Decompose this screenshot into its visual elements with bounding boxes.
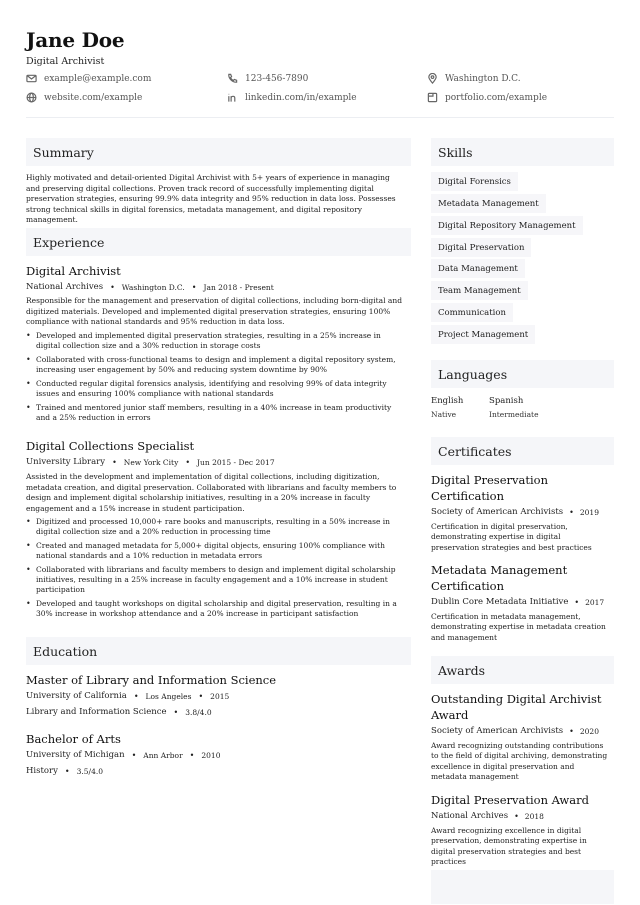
education-heading: Education [26, 637, 411, 665]
education-meta [26, 750, 220, 760]
award-issuer: Society of American Archivists [431, 726, 564, 736]
skill-tag: Communication [431, 303, 513, 322]
award-meta [431, 726, 599, 736]
summary-heading: Summary [26, 138, 411, 166]
empty-section-placeholder [431, 870, 614, 904]
job-dates: Jan 2018 - Present [203, 282, 274, 292]
contact-linkedin[interactable] [227, 92, 357, 104]
certificate-title: Digital Preservation Certification [431, 473, 548, 503]
certificate-year: 2019 [579, 507, 599, 517]
separator-dot: • [198, 691, 204, 701]
contact-phone-text: 123-456-7890 [245, 74, 309, 84]
award-description: Award recognizing outstanding contributions to the field of digital archiving, demonstrating excellence in digital preservation and metadata management [431, 741, 608, 781]
gpa: 3.5/4.0 [76, 766, 104, 776]
skill-tag: Metadata Management [431, 194, 546, 213]
job-company: National Archives [26, 282, 104, 292]
language-level: Intermediate [489, 410, 539, 419]
skill-tag: Project Management [431, 325, 535, 344]
separator-dot: • [185, 457, 191, 467]
job-description: Assisted in the development and implementation of digital collections, including digitization, metadata creation, and digital preservation. Collaborated with librarians and faculty members to design and implement digital scholarship initiatives, resulting in a 20% increase in faculty engagement and a 15% increase in student participation. [26, 472, 397, 513]
field-of-study: History [26, 766, 58, 776]
job-bullets [26, 517, 406, 623]
certificates-heading: Certificates [431, 437, 614, 465]
job-meta [26, 282, 274, 292]
school-name: University of California [26, 691, 127, 701]
contact-website[interactable] [26, 92, 142, 104]
separator-dot: • [574, 597, 580, 607]
email-icon [26, 73, 38, 85]
separator-dot: • [569, 507, 574, 517]
job-dates: Jun 2015 - Dec 2017 [197, 457, 275, 467]
job-bullet: • Collaborated with cross-functional teams to design and implement a digital repository system, increasing user engagement by 50% and reducing system downtime by 90% [26, 355, 406, 376]
separator-dot: • [191, 282, 197, 292]
separator-dot: • [133, 691, 139, 701]
certificate-description: Certification in digital preservation, demonstrating expertise in digital preservation strategies and best practices [431, 522, 592, 552]
separator-dot: • [112, 457, 117, 467]
job-bullet: • Conducted regular digital forensics analysis, identifying and resolving 99% of data integrity issues and ensuring 100% compliance with national standards [26, 379, 406, 400]
separator-dot: • [64, 766, 70, 776]
contact-linkedin-text: linkedin.com/in/example [245, 93, 357, 103]
job-bullet: • Created and managed metadata for 5,000+ digital objects, ensuring 100% compliance with national standards and a 10% reduction in metadata errors [26, 541, 406, 562]
job-title: Digital Archivist [26, 264, 121, 278]
contact-email[interactable] [26, 73, 151, 85]
portfolio-icon [427, 92, 439, 104]
school-location: Ann Arbor [143, 750, 183, 760]
contact-email-text: example@example.com [44, 74, 152, 84]
job-title: Digital Collections Specialist [26, 439, 195, 453]
languages-heading: Languages [431, 360, 614, 388]
skill-tag: Digital Repository Management [431, 216, 583, 235]
job-bullet: • Trained and mentored junior staff members, resulting in a 40% increase in team productivity and a 25% reduction in errors [26, 403, 406, 424]
job-bullet: • Developed and implemented digital preservation strategies, resulting in a 25% increase in digital collection size and a 30% reduction in storage costs [26, 331, 406, 352]
award-description: Award recognizing excellence in digital preservation, demonstrating expertise in digital preservation strategies and best practices [431, 826, 587, 866]
location-icon [427, 73, 439, 85]
skill-tag: Data Management [431, 259, 525, 278]
job-bullet: • Collaborated with librarians and faculty members to design and implement digital scholarship initiatives, resulting in a 25% increase in faculty engagement and a 10% increase in student participation [26, 565, 406, 596]
job-bullet: • Digitized and processed 10,000+ rare books and manuscripts, resulting in a 50% increase in digital collection size and a 20% reduction in processing time [26, 517, 406, 538]
experience-heading: Experience [26, 228, 411, 256]
job-meta [26, 457, 275, 467]
contact-location [427, 73, 521, 85]
certificate-meta [431, 507, 599, 517]
school-name: University of Michigan [26, 750, 125, 760]
contact-phone[interactable] [227, 73, 308, 85]
skill-tag: Team Management [431, 281, 528, 300]
award-issuer: National Archives [431, 811, 509, 821]
degree-title: Bachelor of Arts [26, 732, 121, 746]
language-name: English [431, 396, 464, 406]
language-name: Spanish [489, 396, 524, 406]
skill-tag: Digital Preservation [431, 238, 531, 257]
award-year: 2018 [524, 811, 544, 821]
separator-dot: • [514, 811, 519, 821]
certificate-issuer: Society of American Archivists [431, 507, 564, 517]
award-title: Digital Preservation Award [431, 793, 589, 807]
job-bullet: • Developed and taught workshops on digital scholarship and digital preservation, resulting in a 30% increase in workshop attendance and a 20% increase in participant satisfaction [26, 599, 406, 620]
job-location: Washington D.C. [121, 282, 185, 292]
separator-dot: • [173, 707, 179, 717]
phone-icon [227, 73, 239, 85]
award-meta [431, 811, 544, 821]
language-level: Native [431, 410, 457, 419]
education-field [26, 707, 212, 717]
award-title: Outstanding Digital Archivist Award [431, 692, 602, 722]
job-company: University Library [26, 457, 106, 467]
skill-tag: Digital Forensics [431, 172, 518, 191]
certificate-title: Metadata Management Certification [431, 563, 568, 593]
school-location: Los Angeles [145, 691, 192, 701]
field-of-study: Library and Information Science [26, 707, 167, 717]
separator-dot: • [131, 750, 137, 760]
candidate-name: Jane Doe [26, 28, 125, 52]
certificate-meta [431, 597, 604, 607]
contact-portfolio-text: portfolio.com/example [445, 93, 548, 103]
degree-title: Master of Library and Information Science [26, 673, 277, 687]
header-divider [26, 117, 614, 118]
job-description: Responsible for the management and preservation of digital collections, including born-digital and digitized materials. Developed and implemented digital preservation strategies, ensuring 100% compliance with national standards and 95% reduction in data loss. [26, 296, 402, 326]
globe-icon [26, 92, 38, 104]
certificate-description: Certification in metadata management, demonstrating expertise in metadata creation and management [431, 612, 606, 642]
graduation-year: 2015 [210, 691, 230, 701]
education-meta [26, 691, 229, 701]
education-field [26, 766, 103, 776]
graduation-year: 2010 [201, 750, 221, 760]
contact-portfolio[interactable] [427, 92, 547, 104]
gpa: 3.8/4.0 [185, 707, 212, 717]
job-bullets [26, 331, 406, 427]
contact-website-text: website.com/example [44, 93, 143, 103]
separator-dot: • [569, 726, 574, 736]
certificate-year: 2017 [585, 597, 605, 607]
skills-heading: Skills [431, 138, 614, 166]
separator-dot: • [189, 750, 195, 760]
certificate-issuer: Dublin Core Metadata Initiative [431, 597, 569, 607]
linkedin-icon [227, 92, 239, 104]
job-location: New York City [123, 457, 179, 467]
candidate-role: Digital Archivist [26, 56, 105, 67]
separator-dot: • [110, 282, 115, 292]
award-year: 2020 [579, 726, 599, 736]
summary-text: Highly motivated and detail-oriented Digital Archivist with 5+ years of experience in managing and preserving digital collections. Proven track record of successfully implementing digital preservation strategies, ensuring 99.9% data integrity and 95% reduction in data loss. Possesses strong technical skills in digital forensics, metadata management, and digital repository management. [26, 173, 396, 224]
contact-location-text: Washington D.C. [445, 74, 521, 84]
awards-heading: Awards [431, 656, 614, 684]
